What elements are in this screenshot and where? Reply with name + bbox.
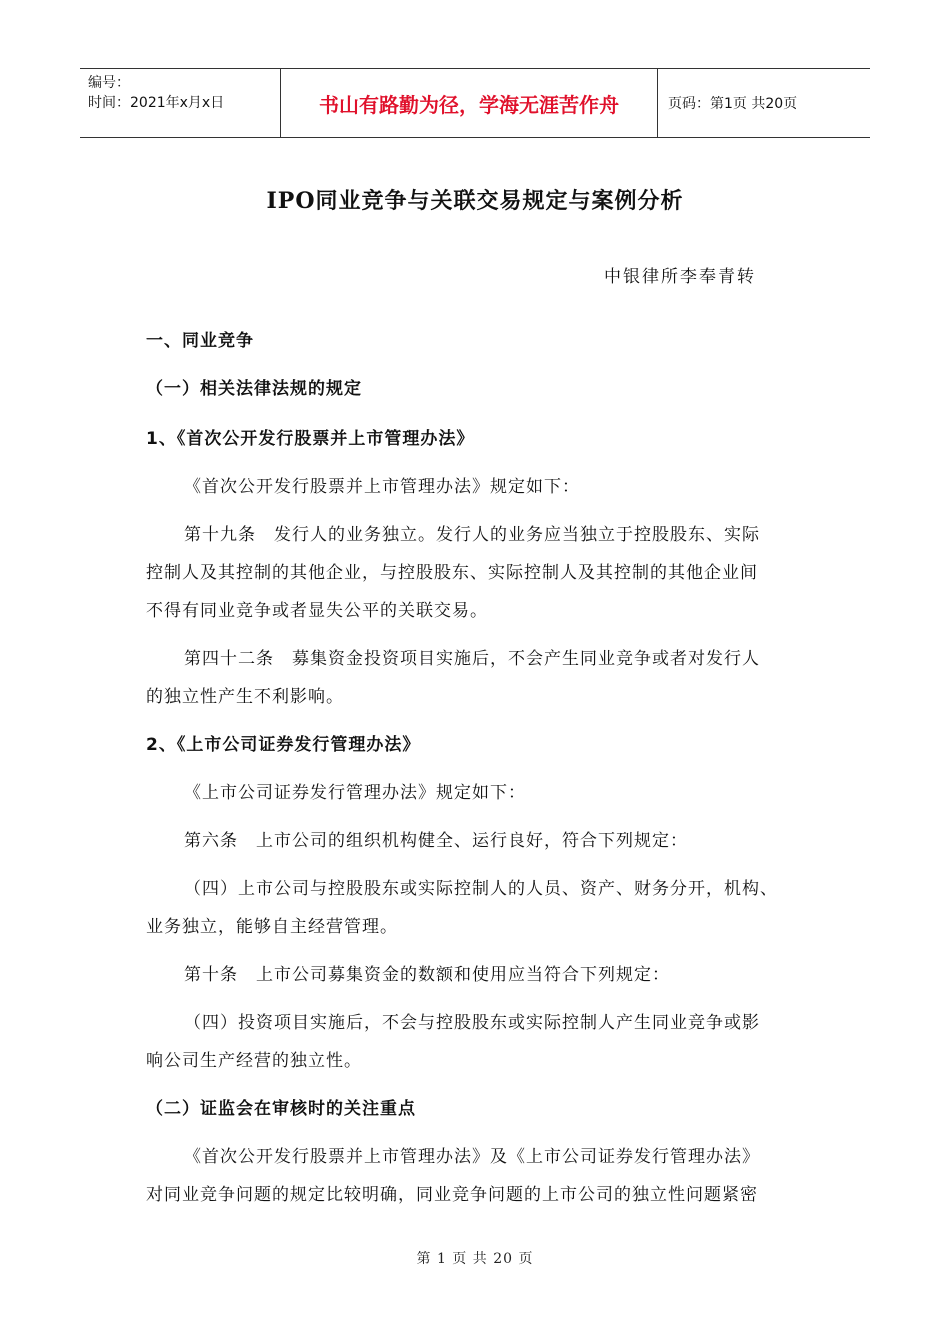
time-label: 时间：2021年x月x日	[88, 95, 225, 111]
paragraph-line: 第十九条 发行人的业务独立。发行人的业务应当独立于控股股东、实际	[184, 525, 760, 545]
section-heading: 一、同业竞争	[146, 331, 254, 351]
paragraph-line: 《上市公司证券发行管理办法》规定如下：	[184, 783, 526, 803]
subsection-heading: （一）相关法律法规的规定	[146, 379, 362, 399]
author-line: 中银律所李奉青转	[604, 267, 756, 287]
paragraph-line: 《首次公开发行股票并上市管理办法》规定如下：	[184, 477, 580, 497]
paragraph-line: 第十条 上市公司募集资金的数额和使用应当符合下列规定：	[184, 965, 670, 985]
paragraph-line: 业务独立，能够自主经营管理。	[146, 917, 398, 937]
paragraph-line: （四）投资项目实施后，不会与控股股东或实际控制人产生同业竞争或影	[184, 1013, 760, 1033]
paragraph-line: 的独立性产生不利影响。	[146, 687, 344, 707]
page-footer: 第 1 页 共 20 页	[416, 1251, 534, 1267]
page-header	[80, 68, 870, 138]
paragraph-line: 对同业竞争问题的规定比较明确，同业竞争问题的上市公司的独立性问题紧密	[146, 1185, 758, 1205]
paragraph-line: 第四十二条 募集资金投资项目实施后，不会产生同业竞争或者对发行人	[184, 649, 760, 669]
number-label: 编号：	[88, 75, 130, 91]
paragraph-line: 控制人及其控制的其他企业，与控股股东、实际控制人及其控制的其他企业间	[146, 563, 758, 583]
paragraph-line: 第六条 上市公司的组织机构健全、运行良好，符合下列规定：	[184, 831, 688, 851]
header-meta	[80, 69, 280, 137]
page-info: 页码：第1页 共20页	[668, 96, 798, 112]
subsection-heading: （二）证监会在审核时的关注重点	[146, 1099, 416, 1119]
item-heading: 2、《上市公司证券发行管理办法》	[146, 735, 421, 755]
motto: 书山有路勤为径，学海无涯苦作舟	[280, 69, 658, 137]
document-title: IPO同业竞争与关联交易规定与案例分析	[266, 188, 684, 214]
item-heading: 1、《首次公开发行股票并上市管理办法》	[146, 429, 475, 449]
paragraph-line: 不得有同业竞争或者显失公平的关联交易。	[146, 601, 488, 621]
paragraph-line: 《首次公开发行股票并上市管理办法》及《上市公司证券发行管理办法》	[184, 1147, 760, 1167]
paragraph-line: （四）上市公司与控股股东或实际控制人的人员、资产、财务分开，机构、	[184, 879, 778, 899]
paragraph-line: 响公司生产经营的独立性。	[146, 1051, 362, 1071]
